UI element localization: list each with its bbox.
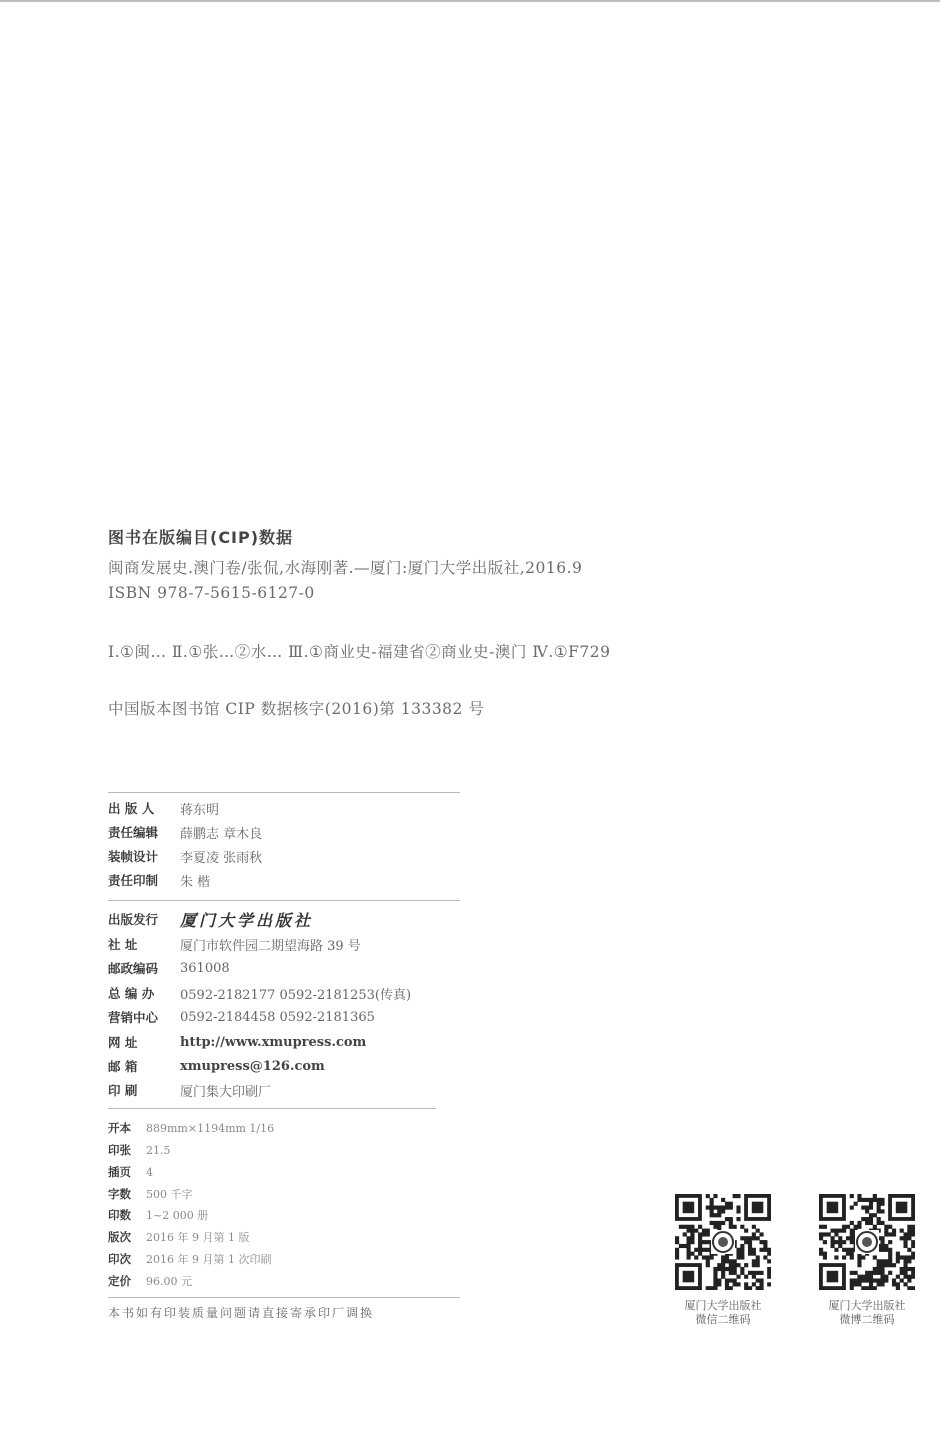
info-label: 邮政编码 bbox=[108, 961, 159, 976]
publisher-info-row bbox=[108, 934, 361, 954]
spec-label: 插页 bbox=[108, 1165, 131, 1179]
credit-label: 责任编辑 bbox=[108, 825, 159, 840]
credit-row bbox=[108, 870, 210, 890]
info-label: 总 编 办 bbox=[108, 986, 155, 1001]
qr-caption bbox=[807, 1299, 927, 1327]
credit-label: 责任印制 bbox=[108, 873, 159, 888]
spec-value: 2016 年 9 月第 1 次印刷 bbox=[146, 1253, 272, 1266]
spec-label: 字数 bbox=[108, 1187, 131, 1201]
credit-label: 出 版 人 bbox=[108, 801, 155, 816]
spec-row bbox=[108, 1228, 249, 1246]
publisher-name-logotype: 厦门大学出版社 bbox=[180, 910, 314, 930]
publisher-row bbox=[108, 909, 313, 929]
credit-value: 蒋东明 bbox=[180, 802, 220, 818]
divider bbox=[108, 1108, 436, 1109]
publisher-info-row bbox=[108, 1032, 366, 1052]
spec-label: 定价 bbox=[108, 1274, 131, 1288]
website-link[interactable]: http://www.xmupress.com bbox=[180, 1034, 367, 1050]
email-link[interactable]: xmupress@126.com bbox=[180, 1058, 325, 1074]
publisher-info-row bbox=[108, 983, 411, 1003]
top-border bbox=[0, 0, 940, 2]
spec-label: 印张 bbox=[108, 1143, 131, 1157]
spec-row bbox=[108, 1163, 153, 1181]
spec-row bbox=[108, 1250, 271, 1268]
spec-value: 500 千字 bbox=[146, 1188, 193, 1201]
qr-caption-line1: 厦门大学出版社 bbox=[828, 1299, 906, 1312]
spec-row bbox=[108, 1185, 193, 1203]
cip-title: 图书在版编目(CIP)数据 bbox=[108, 528, 294, 547]
credit-value: 薛鹏志 章木良 bbox=[180, 826, 263, 842]
qr-caption-line2: 微博二维码 bbox=[839, 1313, 895, 1326]
cip-classification: Ⅰ.①闽… Ⅱ.①张…②水… Ⅲ.①商业史-福建省②商业史-澳门 Ⅳ.①F729 bbox=[108, 643, 611, 661]
spec-value: 889mm×1194mm 1/16 bbox=[146, 1121, 275, 1135]
cip-record-number: 中国版本图书馆 CIP 数据核字(2016)第 133382 号 bbox=[108, 700, 485, 718]
quality-notice: 本书如有印装质量问题请直接寄承印厂调换 bbox=[108, 1306, 375, 1320]
divider bbox=[108, 900, 460, 901]
info-label: 营销中心 bbox=[108, 1010, 159, 1025]
qr-caption bbox=[663, 1299, 783, 1327]
info-value: 361008 bbox=[180, 960, 230, 976]
publisher-label: 出版发行 bbox=[108, 912, 159, 927]
cip-citation: 闽商发展史.澳门卷/张侃,水海刚著.—厦门:厦门大学出版社,2016.9 bbox=[108, 559, 583, 577]
wechat-qr-code-icon bbox=[675, 1194, 771, 1290]
spec-label: 印次 bbox=[108, 1252, 131, 1266]
info-value: 厦门集大印刷厂 bbox=[180, 1084, 272, 1100]
divider bbox=[108, 1297, 460, 1298]
publisher-info-row bbox=[108, 958, 230, 978]
info-value: 0592-2182177 0592-2181253(传真) bbox=[180, 987, 412, 1003]
qr-caption-line1: 厦门大学出版社 bbox=[684, 1299, 762, 1312]
spec-value: 2016 年 9 月第 1 版 bbox=[146, 1231, 250, 1244]
publisher-info-row bbox=[108, 1056, 325, 1076]
publisher-info-row bbox=[108, 1007, 375, 1027]
info-value: 厦门市软件园二期望海路 39 号 bbox=[180, 938, 361, 954]
divider bbox=[108, 792, 460, 793]
credit-value: 李夏凌 张雨秋 bbox=[180, 850, 263, 866]
spec-row bbox=[108, 1206, 208, 1224]
spec-label: 版次 bbox=[108, 1230, 131, 1244]
spec-row bbox=[108, 1272, 192, 1290]
spec-row bbox=[108, 1141, 171, 1159]
credit-row bbox=[108, 822, 262, 842]
spec-row bbox=[108, 1119, 274, 1137]
spec-value: 96.00 元 bbox=[146, 1275, 192, 1288]
spec-label: 开本 bbox=[108, 1121, 131, 1135]
info-label: 网 址 bbox=[108, 1035, 138, 1050]
qr-caption-line2: 微信二维码 bbox=[695, 1313, 751, 1326]
info-label: 社 址 bbox=[108, 937, 138, 952]
publisher-info-row bbox=[108, 1080, 271, 1100]
info-value: 0592-2184458 0592-2181365 bbox=[180, 1009, 375, 1025]
spec-label: 印数 bbox=[108, 1208, 131, 1222]
weibo-qr-code-icon bbox=[819, 1194, 915, 1290]
credit-row bbox=[108, 798, 219, 818]
credit-value: 朱 楷 bbox=[180, 874, 211, 890]
info-label: 邮 箱 bbox=[108, 1059, 138, 1074]
cip-isbn: ISBN 978-7-5615-6127-0 bbox=[108, 584, 315, 602]
credit-row bbox=[108, 846, 262, 866]
spec-value: 1~2 000 册 bbox=[146, 1209, 209, 1222]
info-label: 印 刷 bbox=[108, 1083, 138, 1098]
spec-value: 4 bbox=[146, 1165, 153, 1179]
spec-value: 21.5 bbox=[146, 1143, 171, 1157]
credit-label: 装帧设计 bbox=[108, 849, 159, 864]
